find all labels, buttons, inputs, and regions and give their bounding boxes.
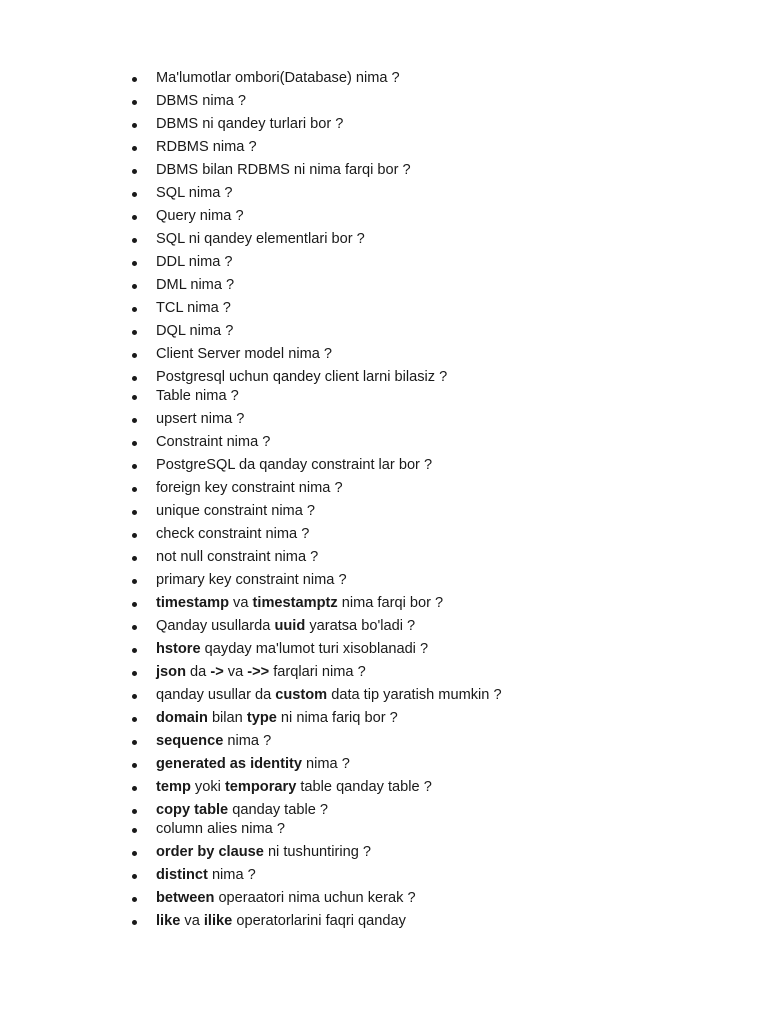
bullet-icon bbox=[132, 487, 137, 492]
text-segment: DBMS nima ? bbox=[156, 93, 247, 109]
text-segment: column alies nima ? bbox=[156, 821, 285, 837]
text-segment: operaatori nima uchun kerak ? bbox=[214, 890, 416, 906]
text-segment: ni nima fariq bor ? bbox=[276, 710, 398, 726]
text-segment: Qanday usullarda bbox=[156, 618, 275, 634]
question-item bbox=[130, 887, 730, 910]
bullet-icon bbox=[132, 418, 137, 423]
text-segment: DBMS ni qandey turlari bor ? bbox=[156, 116, 344, 132]
bullet-icon bbox=[132, 307, 137, 312]
question-item bbox=[130, 500, 730, 523]
text-segment: qanday usullar da bbox=[156, 687, 276, 703]
question-item bbox=[130, 205, 730, 228]
bullet-icon bbox=[132, 786, 137, 791]
bold-keyword: timestamptz bbox=[252, 595, 338, 611]
text-segment: Constraint nima ? bbox=[156, 434, 271, 450]
question-item bbox=[130, 67, 730, 90]
bullet-icon bbox=[132, 740, 137, 745]
question-text bbox=[156, 753, 350, 776]
question-item bbox=[130, 182, 730, 205]
question-item bbox=[130, 320, 730, 343]
question-text bbox=[156, 136, 257, 159]
text-segment: data tip yaratish mumkin ? bbox=[327, 687, 502, 703]
question-item bbox=[130, 366, 730, 385]
bold-keyword: like bbox=[156, 913, 181, 929]
bullet-icon bbox=[132, 376, 137, 381]
question-text bbox=[156, 431, 270, 454]
question-text bbox=[156, 818, 285, 841]
question-item bbox=[130, 251, 730, 274]
question-item bbox=[130, 864, 730, 887]
bullet-icon bbox=[132, 238, 137, 243]
text-segment: DDL nima ? bbox=[156, 254, 233, 270]
question-text bbox=[156, 887, 416, 910]
bullet-icon bbox=[132, 284, 137, 289]
text-segment: Ma'lumotlar ombori(Database) nima ? bbox=[156, 70, 400, 86]
question-text bbox=[156, 159, 411, 182]
bold-keyword: generated as identity bbox=[156, 756, 302, 772]
question-text bbox=[156, 274, 234, 297]
text-segment: nima ? bbox=[223, 733, 272, 749]
question-item bbox=[130, 408, 730, 431]
text-segment: SQL nima ? bbox=[156, 185, 233, 201]
bold-keyword: copy table bbox=[156, 802, 229, 818]
question-text bbox=[156, 546, 318, 569]
text-segment: va bbox=[180, 913, 204, 929]
question-item bbox=[130, 730, 730, 753]
bold-keyword: hstore bbox=[156, 641, 201, 657]
bullet-icon bbox=[132, 395, 137, 400]
question-text bbox=[156, 320, 233, 343]
text-segment: SQL ni qandey elementlari bor ? bbox=[156, 231, 365, 247]
question-text bbox=[156, 523, 309, 546]
bold-keyword: between bbox=[156, 890, 215, 906]
text-segment: unique constraint nima ? bbox=[156, 503, 316, 519]
text-segment: DML nima ? bbox=[156, 277, 235, 293]
text-segment: primary key constraint nima ? bbox=[156, 572, 347, 588]
text-segment: PostgreSQL da qanday constraint lar bor ? bbox=[156, 457, 433, 473]
text-segment: bilan bbox=[207, 710, 247, 726]
question-text bbox=[156, 569, 347, 592]
question-item bbox=[130, 113, 730, 136]
question-text bbox=[156, 385, 239, 408]
question-item bbox=[130, 546, 730, 569]
text-segment: not null constraint nima ? bbox=[156, 549, 319, 565]
text-segment: da bbox=[186, 664, 211, 680]
bold-keyword: ilike bbox=[203, 913, 233, 929]
text-segment: farqlari nima ? bbox=[269, 664, 366, 680]
bullet-icon bbox=[132, 602, 137, 607]
question-text bbox=[156, 730, 271, 753]
text-segment: Query nima ? bbox=[156, 208, 244, 224]
question-item bbox=[130, 569, 730, 592]
bullet-icon bbox=[132, 648, 137, 653]
text-segment: Client Server model nima ? bbox=[156, 346, 333, 362]
bullet-icon bbox=[132, 510, 137, 515]
question-item bbox=[130, 684, 730, 707]
bullet-icon bbox=[132, 897, 137, 902]
text-segment: foreign key constraint nima ? bbox=[156, 480, 343, 496]
question-item bbox=[130, 638, 730, 661]
question-text bbox=[156, 90, 246, 113]
bullet-icon bbox=[132, 763, 137, 768]
question-text bbox=[156, 67, 400, 90]
question-item bbox=[130, 910, 730, 933]
text-segment: table qanday table ? bbox=[296, 779, 432, 795]
text-segment: qanday table ? bbox=[228, 802, 328, 818]
question-item bbox=[130, 159, 730, 182]
question-item bbox=[130, 707, 730, 730]
question-text bbox=[156, 615, 415, 638]
bullet-icon bbox=[132, 123, 137, 128]
question-text bbox=[156, 500, 315, 523]
text-segment: va bbox=[223, 664, 248, 680]
question-item bbox=[130, 592, 730, 615]
bullet-icon bbox=[132, 192, 137, 197]
text-segment: nima farqi bor ? bbox=[337, 595, 444, 611]
text-segment: DQL nima ? bbox=[156, 323, 234, 339]
question-list bbox=[130, 67, 730, 933]
bullet-icon bbox=[132, 625, 137, 630]
bold-keyword: json bbox=[156, 664, 186, 680]
question-text bbox=[156, 864, 256, 887]
question-text bbox=[156, 251, 233, 274]
question-item bbox=[130, 274, 730, 297]
question-text bbox=[156, 454, 432, 477]
question-item bbox=[130, 477, 730, 500]
text-segment: yaratsa bo'ladi ? bbox=[305, 618, 416, 634]
question-text bbox=[156, 228, 365, 251]
text-segment: va bbox=[229, 595, 253, 611]
bold-keyword: sequence bbox=[156, 733, 224, 749]
bullet-icon bbox=[132, 261, 137, 266]
bullet-icon bbox=[132, 694, 137, 699]
text-segment: TCL nima ? bbox=[156, 300, 231, 316]
question-text bbox=[156, 638, 428, 661]
question-item bbox=[130, 776, 730, 799]
question-text bbox=[156, 776, 432, 799]
bold-keyword: type bbox=[246, 710, 277, 726]
question-item bbox=[130, 799, 730, 818]
bullet-icon bbox=[132, 533, 137, 538]
question-item bbox=[130, 385, 730, 408]
bullet-icon bbox=[132, 441, 137, 446]
bullet-icon bbox=[132, 874, 137, 879]
question-text bbox=[156, 297, 231, 320]
bullet-icon bbox=[132, 100, 137, 105]
bullet-icon bbox=[132, 851, 137, 856]
bold-keyword: temp bbox=[156, 779, 191, 795]
question-item bbox=[130, 753, 730, 776]
question-text bbox=[156, 477, 343, 500]
question-item bbox=[130, 343, 730, 366]
question-item bbox=[130, 297, 730, 320]
question-text bbox=[156, 205, 244, 228]
bullet-icon bbox=[132, 556, 137, 561]
question-text bbox=[156, 841, 371, 864]
text-segment: RDBMS nima ? bbox=[156, 139, 257, 155]
bold-keyword: uuid bbox=[274, 618, 306, 634]
question-text bbox=[156, 910, 406, 933]
text-segment: check constraint nima ? bbox=[156, 526, 310, 542]
question-item bbox=[130, 523, 730, 546]
bullet-icon bbox=[132, 920, 137, 925]
question-text bbox=[156, 182, 233, 205]
question-item bbox=[130, 661, 730, 684]
bold-keyword: temporary bbox=[224, 779, 297, 795]
text-segment: Postgresql uchun qandey client larni bilasiz ? bbox=[156, 369, 448, 385]
question-item bbox=[130, 454, 730, 477]
question-item bbox=[130, 90, 730, 113]
question-text bbox=[156, 592, 443, 615]
question-item bbox=[130, 818, 730, 841]
bold-keyword: custom bbox=[275, 687, 328, 703]
question-item bbox=[130, 431, 730, 454]
question-text bbox=[156, 661, 366, 684]
text-segment: nima ? bbox=[301, 756, 350, 772]
text-segment: upsert nima ? bbox=[156, 411, 245, 427]
text-segment: yoki bbox=[190, 779, 225, 795]
bullet-icon bbox=[132, 464, 137, 469]
question-item bbox=[130, 228, 730, 251]
bold-keyword: -> bbox=[210, 664, 224, 680]
bullet-icon bbox=[132, 353, 137, 358]
question-text bbox=[156, 113, 343, 136]
text-segment: qayday ma'lumot turi xisoblanadi ? bbox=[200, 641, 429, 657]
bullet-icon bbox=[132, 579, 137, 584]
question-item bbox=[130, 841, 730, 864]
text-segment: DBMS bilan RDBMS ni nima farqi bor ? bbox=[156, 162, 411, 178]
question-text bbox=[156, 707, 398, 730]
question-item bbox=[130, 136, 730, 159]
bullet-icon bbox=[132, 828, 137, 833]
text-segment: ni tushuntiring ? bbox=[263, 844, 371, 860]
text-segment: Table nima ? bbox=[156, 388, 239, 404]
bullet-icon bbox=[132, 146, 137, 151]
bold-keyword: distinct bbox=[156, 867, 208, 883]
text-segment: operatorlarini faqri qanday bbox=[232, 913, 406, 929]
bold-keyword: domain bbox=[156, 710, 208, 726]
text-segment: nima ? bbox=[207, 867, 256, 883]
question-text bbox=[156, 408, 244, 431]
bold-keyword: order by clause bbox=[156, 844, 264, 860]
bold-keyword: timestamp bbox=[156, 595, 229, 611]
bullet-icon bbox=[132, 215, 137, 220]
question-item bbox=[130, 615, 730, 638]
bullet-icon bbox=[132, 809, 137, 814]
bullet-icon bbox=[132, 717, 137, 722]
bullet-icon bbox=[132, 671, 137, 676]
question-text bbox=[156, 343, 332, 366]
bullet-icon bbox=[132, 169, 137, 174]
bullet-icon bbox=[132, 330, 137, 335]
bullet-icon bbox=[132, 77, 137, 82]
bold-keyword: ->> bbox=[247, 664, 270, 680]
question-text bbox=[156, 684, 502, 707]
